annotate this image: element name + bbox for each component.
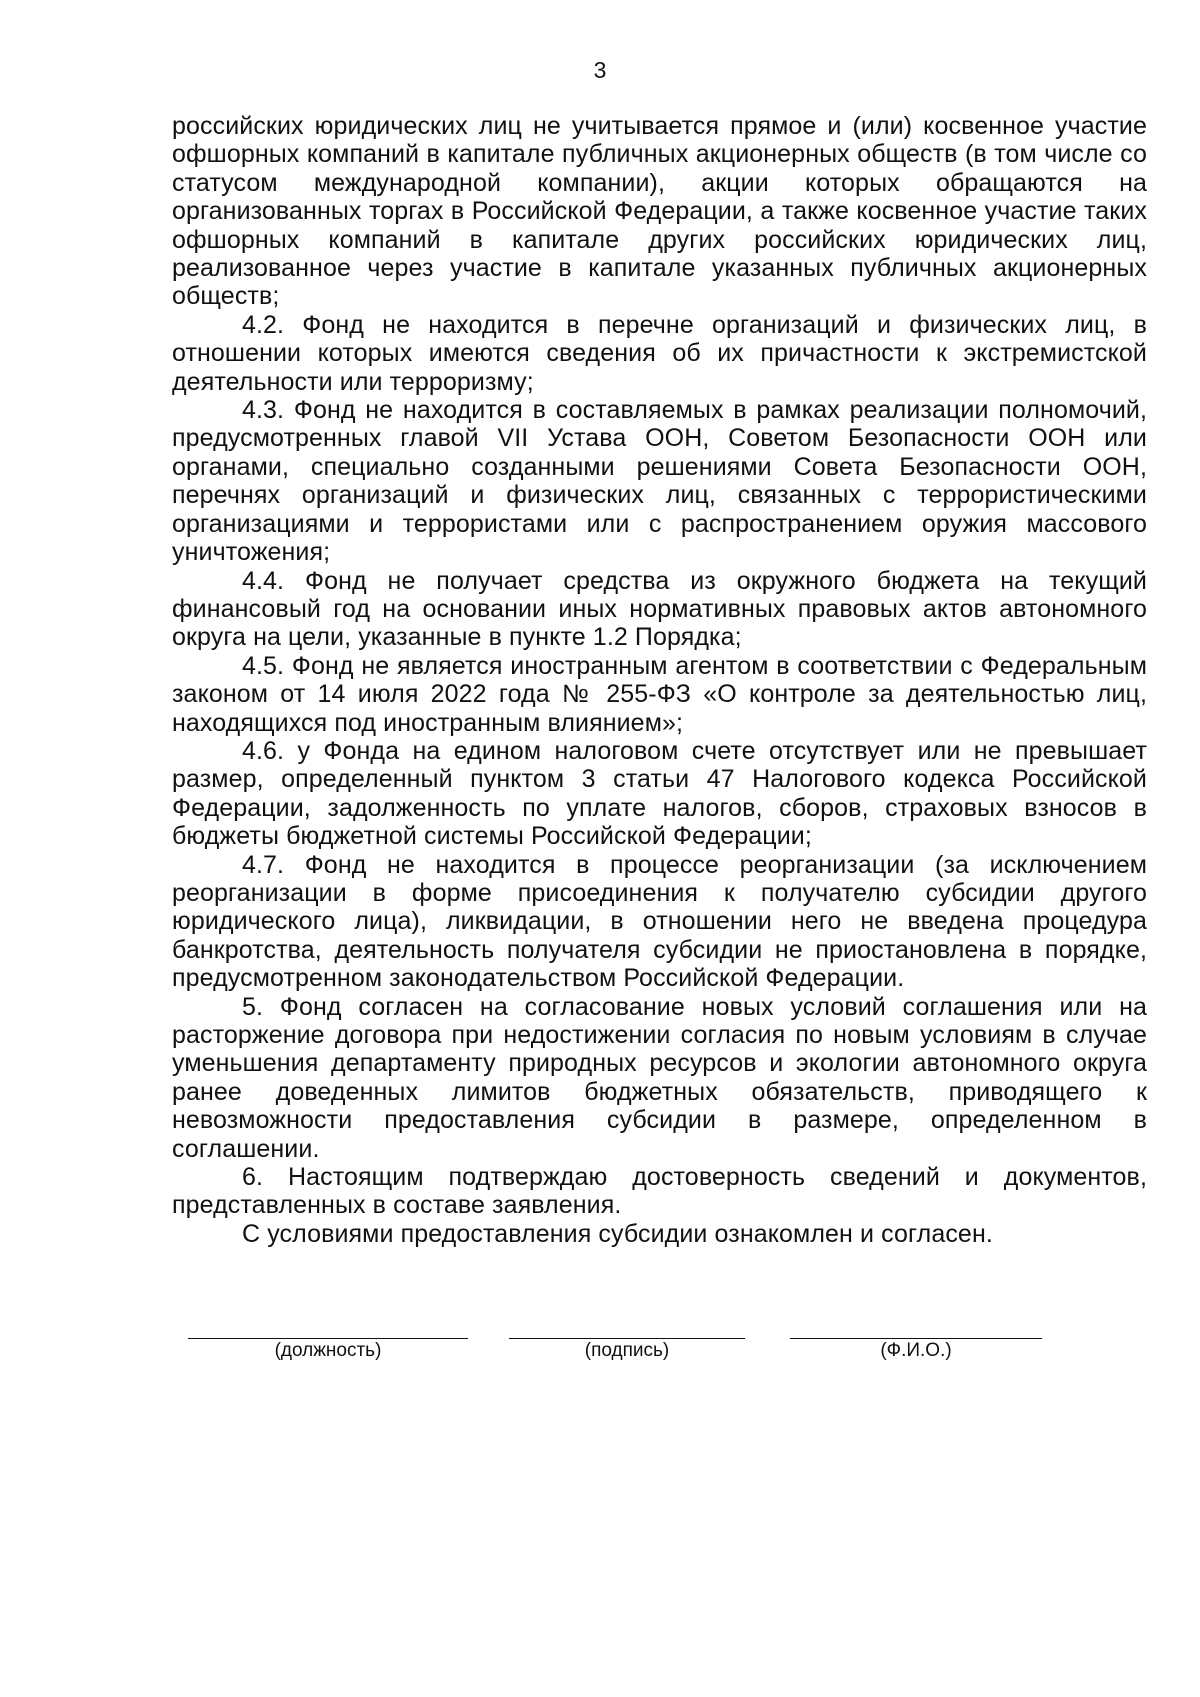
position-caption: (должность) [274,1340,382,1361]
paragraph-4-2: 4.2. Фонд не находится в перечне организаций и физических лиц, в отношении которых имеются сведения об их причастности к экстремистской деятельности или терроризму; [172,310,1147,396]
document-body [172,112,1147,1248]
paragraph-6: 6. Настоящим подтверждаю достоверность сведений и документов, представленных в составе заявления. [172,1163,1147,1220]
paragraph-4-7: 4.7. Фонд не находится в процессе реорганизации (за исключением реорганизации в форме присоединения к получателю субсидии другого юридического лица), ликвидации, в отношении него не введена процедура банкротства, деятельность получателя субсидии не приостановлена в порядке, предусмотренном законодательством Российской Федерации. [172,850,1147,993]
paragraph-4-5: 4.5. Фонд не является иностранным агентом в соответствии с Федеральным законом от 14 июля 2022 года № 255-ФЗ «О контроле за деятельностью лиц, находящихся под иностранным влиянием»; [172,651,1147,737]
signature-caption: (подпись) [584,1340,670,1361]
paragraph-4-6: 4.6. у Фонда на едином налоговом счете отсутствует или не превышает размер, определенный пунктом 3 статьи 47 Налогового кодекса Российской Федерации, задолженность по уплате налогов, сборов, страховых взносов в бюджеты бюджетной системы Российской Федерации; [172,736,1147,851]
position-field [188,1338,468,1362]
name-field [790,1338,1042,1362]
signature-line [509,1338,745,1339]
paragraph-4-3: 4.3. Фонд не находится в составляемых в рамках реализации полномочий, предусмотренных главой VII Устава ООН, Советом Безопасности ООН или органами, специально созданными решениями Совета Безопасности ООН, перечнях организаций и физических лиц, связанных с террористическими организациями и террористами или с распространением оружия массового уничтожения; [172,396,1147,567]
paragraph-4-4: 4.4. Фонд не получает средства из окружного бюджета на текущий финансовый год на основании иных нормативных правовых актов автономного округа на цели, указанные в пункте 1.2 Порядка; [172,566,1147,652]
paragraph-continuation: российских юридических лиц не учитывается прямое и (или) косвенное участие офшорных компаний в капитале публичных акционерных обществ (в том числе со статусом международной компании), акции которых обращаются на организованных торгах в Российской Федерации, а также косвенное участие таких офшорных компаний в капитале других российских юридических лиц, реализованное через участие в капитале указанных публичных акционерных обществ; [172,112,1147,311]
paragraph-acknowledgement: С условиями предоставления субсидии ознакомлен и согласен. [242,1219,993,1248]
name-line [790,1338,1042,1339]
signature-block [0,1338,1200,1378]
page-number: 3 [593,57,607,83]
signature-field [509,1338,745,1362]
paragraph-5: 5. Фонд согласен на согласование новых условий соглашения или на расторжение договора при недостижении согласия по новым условиям в случае уменьшения департаменту природных ресурсов и экологии автономного округа ранее доведенных лимитов бюджетных обязательств, приводящего к невозможности предоставления субсидии в размере, определенном в соглашении. [172,992,1147,1163]
name-caption: (Ф.И.О.) [880,1340,952,1361]
position-line [188,1338,468,1339]
